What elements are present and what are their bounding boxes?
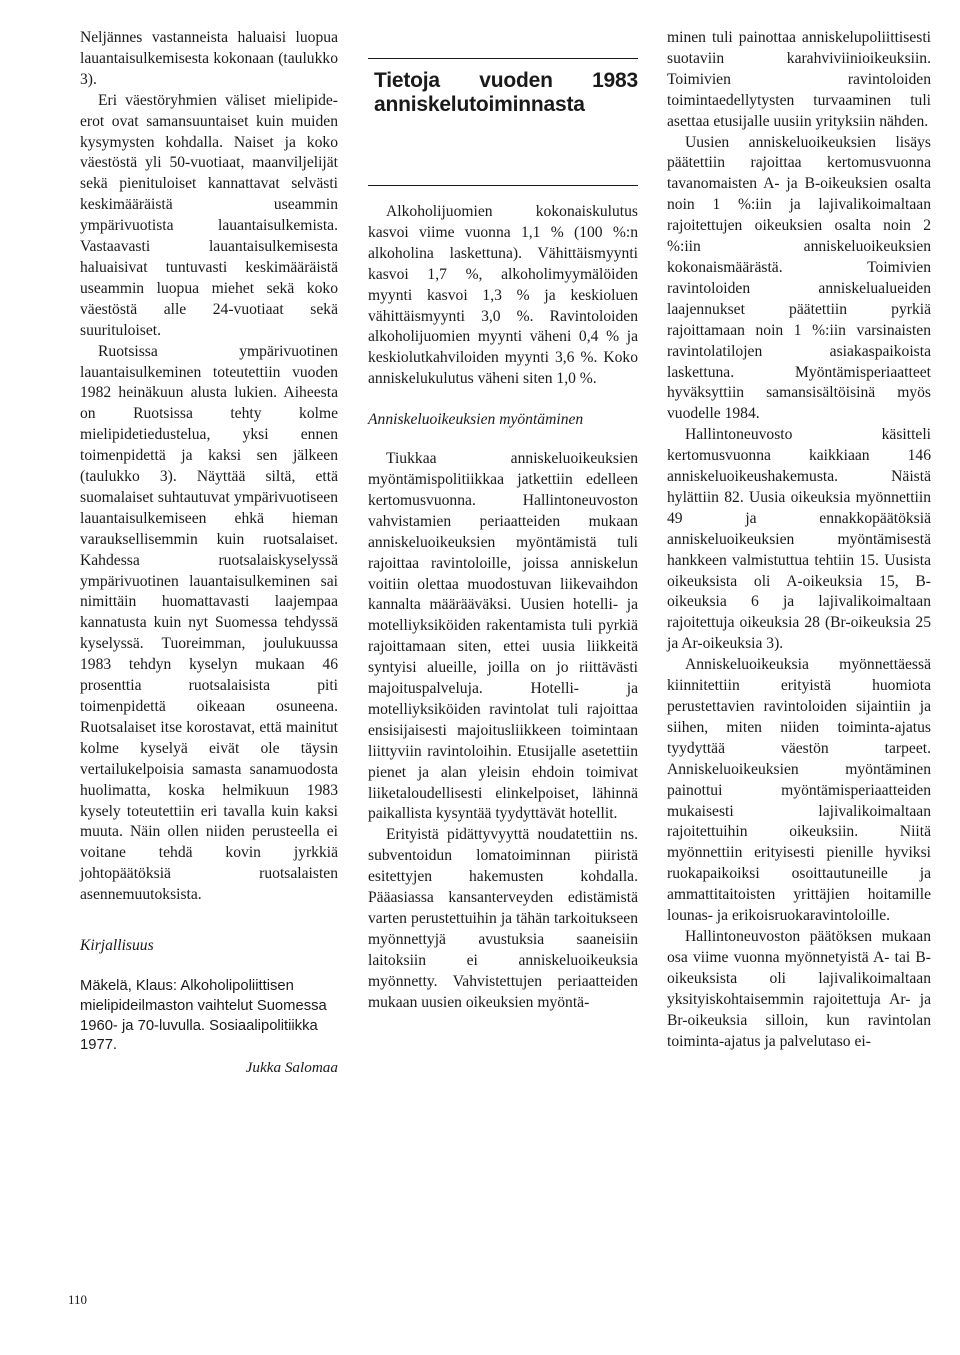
author-signature: Jukka Salomaa: [245, 1059, 338, 1077]
article-title: Tietoja vuoden 1983 anniskelutoiminnasta: [374, 69, 638, 116]
title-rule-bottom: [368, 185, 638, 186]
page-number: 110: [68, 1292, 88, 1307]
paragraph-6: Erityistä pidättyvyyttä noudatettiin ns. subventoidun lomatoiminnan piiristä esitettyjen hakemusten kohdalla. Pääasiassa kansanterveyden edistämistä varten perustettuihin ja tähän tarkoitukseen myönnettyjä avustuksia saaneisiin laitoksiin ei anniskeluoikeuksia myönnetty. Vahvistettujen periaatteiden mukaan uusien oikeuksien myöntä-: [368, 826, 638, 1011]
paragraph-9: Hallintoneuvosto käsitteli kertomusvuonna kaikkiaan 146 anniskeluoikeushakemusta. Näistä hylättiin 82. Uusia oikeuksia myönnettiin 49 ja ennakkopäätöksiä anniskeluoikeuksien myöntämisestä hankkeen valmistuttua tehtiin 15. Uusista oikeuksista oli A-oikeuksia 15, B-oikeuksia 6 ja lajivalikoimaltaan rajoitettuja oikeuksia 28 (Br-oikeuksia 25 ja Ar-oikeuksia 3).: [667, 426, 931, 653]
title-rule-top: [368, 58, 638, 59]
paragraph-8: Uusien anniskeluoikeuksien lisäys päätettiin rajoittaa kertomusvuonna tavanomaisten A- ja B-oikeuksien osalta noin 1 %:iin ja lajivalikoimaltaan rajoitettujen oikeuksien osalta noin 2 %:iin anniskeluoikeuksien kokonaismäärästä. Toimivien ravintoloiden anniskelualueiden laajennukset päätettiin pyrkiä rajoittamaan noin 1 %:iin varsinaisten ravintolatilojen asiakaspaikoista laskettuna. Myöntämisperiaatteet hyväksyttiin samansisältöisinä myös vuodelle 1984.: [667, 133, 931, 423]
paragraph-4: Alkoholijuomien kokonaiskulutus kasvoi viime vuonna 1,1 % (100 %:n alkoholina laskettuna). Vähittäismyynti kasvoi 1,7 %, alkoholimyymälöiden myynti kasvoi 1,3 % ja keskioluen vähittäismyynti 3,0 %. Ravintoloiden alkoholijuomien myynti väheni 0,4 % ja keskiolutkahviloiden myynti 3,6 %. Koko anniskelukulutus väheni siten 1,0 %.: [368, 203, 638, 388]
paragraph-10: Anniskeluoikeuksia myönnettäessä kiinnitettiin erityistä huomiota perustettavien ravintoloiden sijaintiin ja siihen, miten niiden toiminta-ajatus tyydyttää väestön tarpeet. Anniskeluoikeuksien myöntäminen painottui myöntämisperiaatteiden mukaisesti lajivalikoimaltaan rajoitettuihin oikeuksiin. Niitä myönnettiin erityisesti pienille hyviksi ruokapaikoiksi osoittautuneille ja ammattitaitoisten yrittäjien hoitamille lounas- ja erikoisruokaravintoloille.: [667, 656, 931, 925]
section-subheading: Anniskeluoikeuksien myöntäminen: [368, 411, 584, 429]
paragraph-3: Ruotsissa ympärivuotinen lauantaisulkeminen toteutettiin vuoden 1982 heinäkuun alusta lukien. Aiheesta on Ruotsissa tehty kolme mielipidetiedustelua, yksi ennen toimenpidettä ja kaksi sen jälkeen (taulukko 3). Näyttää siltä, että suomalaiset suhtautuvat ympärivuotiseen lauantaisulkemiseen ehkä hieman varauksellisemmin kuin ruotsalaiset. Kahdessa ruotsalaiskyselyssä ympärivuotinen lauantaisulkeminen sai nimittäin huomattavasti laajempaa kannatusta kuin nyt Suomessa tehdyssä kyselyssä. Tuoreimman, joulukuussa 1983 tehdyn kyselyn mukaan 46 prosenttia ruotsalaisista piti toimenpidettä oikeaan osuneena. Ruotsalaiset itse korostavat, että mainitut kolme kyselyä eivät ole täysin vertailukelpoisia samasta sanamuodosta huolimatta, koska helmikuun 1983 kysely toteutettiin eri tavalla kuin kaksi muuta. Näin ollen niiden perusteella ei voitane tehdä kovin jyrkkiä johtopäätöksiä ruotsalaisten asennemuutoksista.: [80, 342, 338, 904]
column-right: [667, 28, 931, 1052]
literature-heading: Kirjallisuus: [80, 937, 154, 955]
paragraph-11: Hallintoneuvoston päätöksen mukaan osa viime vuonna myönnetyistä A- tai B-oikeuksista oli lajivalikoimaltaan yksityiskohtaisemmin rajoitettuja Ar- ja Br-oikeuksia silloin, kun ravintolan toiminta-ajatus ja palvelutaso ei-: [667, 927, 931, 1050]
column-middle: [368, 58, 638, 1014]
paragraph-2: Eri väestöryhmien väliset mielipide-erot ovat samansuuntaiset kuin muiden kysymysten kohdalla. Naiset ja koko väestöstä yli 50-vuotiaat, maanviljelijät sekä pienituloiset kannattavat selvästi keskimääräistä useammin ympärivuotista lauantaisulkemista. Vastaavasti lauantaisulkemisesta haluaisivat tuntuvasti keskimääräistä useammin luopua miehet sekä koko väestöstä alle 24-vuotiaat sekä suurituloiset.: [80, 91, 338, 339]
column-left: [80, 28, 338, 1079]
reference-entry: Mäkelä, Klaus: Alkoholipoliittisen mielipideilmaston vaihtelut Suomessa 1960- ja 70-luvulla. Sosiaalipolitiikka 1977.: [80, 977, 327, 1054]
paragraph-1: Neljännes vastanneista haluaisi luopua lauantaisulkemisesta kokonaan (taulukko 3).: [80, 29, 338, 88]
paragraph-7: minen tuli painottaa anniskelupoliittisesti suotaviin karahviviinioikeuksiin. Toimivien ravintoloiden toimintaedellytysten turvaaminen tuli asettaa etusijalle uusiin yrityksiin nähden.: [667, 29, 931, 130]
paragraph-5: Tiukkaa anniskeluoikeuksien myöntämispolitiikkaa jatkettiin edelleen kertomusvuonna. Hallintoneuvoston vahvistamien periaatteiden mukaan anniskeluoikeuksien myöntämistä tuli rajoittaa ravintoloille, joissa anniskelun voitiin olettaa muodostuvan liikevaihdon kannalta määrääväksi. Uusien hotelli- ja motelliyksiköiden rakentamista tuli pyrkiä rajoittamaan siten, ettei uusia liikkeitä syntyisi alueille, joilla on jo riittävästi majoituspalveluja. Hotelli- ja motelliyksiköiden ravintolat tuli rajoittaa ensisijaisesti majoitusliikkeen toimintaan liittyviin ravintoloihin. Etusijalle asetettiin pienet ja alan yleisin ehdoin toimivat liiketaloudellisesti elinkelpoiset, lähinnä paikallista kysyntää tyydyttävät hotellit.: [368, 450, 638, 823]
